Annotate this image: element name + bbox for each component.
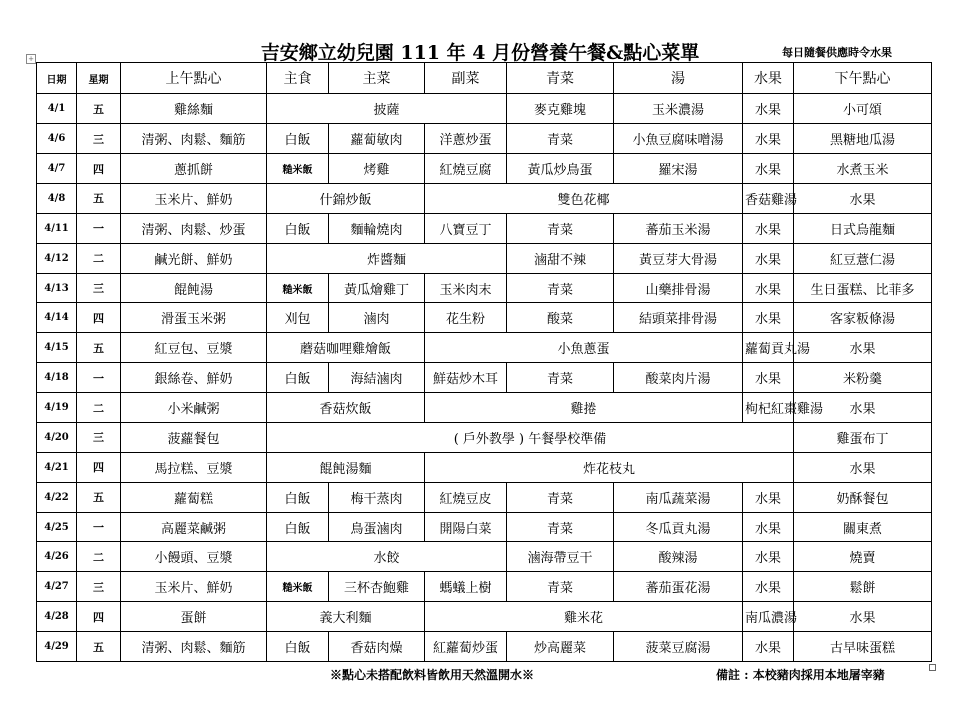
weekday-cell: 一 — [77, 363, 121, 393]
pm-snack-cell: 鬆餅 — [794, 572, 932, 602]
weekday-cell: 四 — [77, 602, 121, 632]
am-snack-cell: 清粥、肉鬆、炒蛋 — [121, 213, 267, 243]
header-staple: 主食 — [267, 63, 329, 94]
side-cell: 紅蘿蔔炒蛋 — [425, 632, 507, 662]
pm-snack-cell: 奶酥餐包 — [794, 482, 932, 512]
veg-cell: 青菜 — [507, 482, 614, 512]
soup-cell: 蕃茄蛋花湯 — [614, 572, 743, 602]
main-cell: 黃瓜燴雞丁 — [329, 273, 425, 303]
weekday-cell: 一 — [77, 213, 121, 243]
veg-cell: 滷甜不辣 — [507, 243, 614, 273]
lunch-notice-cell: ( 戶外教學 ) 午餐學校準備 — [267, 422, 794, 452]
menu-row — [37, 273, 932, 303]
combined-main-cell: 餛飩湯麵 — [267, 452, 425, 482]
side-cell: 螞蟻上樹 — [425, 572, 507, 602]
staple-cell: 糙米飯 — [267, 572, 329, 602]
pm-snack-cell: 客家粄條湯 — [794, 303, 932, 333]
staple-cell: 糙米飯 — [267, 154, 329, 184]
am-snack-cell: 清粥、肉鬆、麵筋 — [121, 632, 267, 662]
weekday-cell: 三 — [77, 572, 121, 602]
menu-title: 吉安鄉立幼兒園 111 年 4 月份營養午餐&點心菜單 — [260, 42, 700, 64]
menu-row — [37, 422, 932, 452]
menu-row — [37, 124, 932, 154]
date-cell: 4/26 — [37, 542, 77, 572]
soup-cell: 結頭菜排骨湯 — [614, 303, 743, 333]
date-cell: 4/27 — [37, 572, 77, 602]
date-cell: 4/11 — [37, 213, 77, 243]
menu-row — [37, 632, 932, 662]
date-cell: 4/12 — [37, 243, 77, 273]
pm-snack-cell: 古早味蛋糕 — [794, 632, 932, 662]
header-date: 日期 — [37, 63, 77, 94]
combined-main-cell: 披薩 — [267, 94, 507, 124]
weekday-cell: 一 — [77, 512, 121, 542]
header-fruit: 水果 — [743, 63, 794, 94]
weekday-cell: 三 — [77, 422, 121, 452]
date-cell: 4/14 — [37, 303, 77, 333]
table-resize-handle[interactable] — [929, 664, 936, 671]
pm-snack-cell: 水煮玉米 — [794, 154, 932, 184]
veg-cell: 青菜 — [507, 213, 614, 243]
header-soup: 湯 — [614, 63, 743, 94]
weekday-cell: 五 — [77, 482, 121, 512]
fruit-cell: 水果 — [743, 303, 794, 333]
weekday-cell: 四 — [77, 452, 121, 482]
menu-row — [37, 333, 932, 363]
combined-side-cell: 雙色花椰 — [425, 183, 743, 213]
am-snack-cell: 蔥抓餅 — [121, 154, 267, 184]
soup-cell: 玉米濃湯 — [614, 94, 743, 124]
soup-cell: 蘿蔔貢丸湯 — [743, 333, 794, 363]
fruit-cell: 水果 — [743, 213, 794, 243]
fruit-cell: 水果 — [794, 333, 932, 363]
staple-cell: 白飯 — [267, 213, 329, 243]
combined-side-cell: 炸花枝丸 — [425, 452, 794, 482]
menu-row — [37, 303, 932, 333]
combined-main-cell: 香菇炊飯 — [267, 393, 425, 423]
staple-cell: 白飯 — [267, 632, 329, 662]
pork-note: 備註 : 本校豬肉採用本地屠宰豬 — [716, 668, 885, 682]
fruit-cell: 水果 — [743, 632, 794, 662]
fruit-cell: 水果 — [743, 542, 794, 572]
weekday-cell: 二 — [77, 243, 121, 273]
am-snack-cell: 紅豆包、豆漿 — [121, 333, 267, 363]
veg-cell: 青菜 — [507, 512, 614, 542]
am-snack-cell: 滑蛋玉米粥 — [121, 303, 267, 333]
side-cell: 玉米肉末 — [425, 273, 507, 303]
combined-side-cell: 雞捲 — [425, 393, 743, 423]
soup-cell: 山藥排骨湯 — [614, 273, 743, 303]
fruit-cell: 水果 — [743, 124, 794, 154]
date-cell: 4/1 — [37, 94, 77, 124]
pm-snack-cell: 小可頌 — [794, 94, 932, 124]
veg-cell: 青菜 — [507, 363, 614, 393]
menu-row — [37, 363, 932, 393]
weekday-cell: 三 — [77, 124, 121, 154]
fruit-cell: 水果 — [743, 363, 794, 393]
soup-cell: 南瓜濃湯 — [743, 602, 794, 632]
staple-cell: 白飯 — [267, 363, 329, 393]
header-pm-snack: 下午點心 — [794, 63, 932, 94]
date-cell: 4/7 — [37, 154, 77, 184]
menu-row — [37, 393, 932, 423]
fruit-cell: 水果 — [743, 482, 794, 512]
veg-cell: 麥克雞塊 — [507, 94, 614, 124]
weekday-cell: 四 — [77, 154, 121, 184]
am-snack-cell: 菠蘿餐包 — [121, 422, 267, 452]
header-veg: 青菜 — [507, 63, 614, 94]
date-cell: 4/29 — [37, 632, 77, 662]
main-cell: 海結滷肉 — [329, 363, 425, 393]
am-snack-cell: 蘿蔔糕 — [121, 482, 267, 512]
veg-cell: 酸菜 — [507, 303, 614, 333]
am-snack-cell: 雞絲麵 — [121, 94, 267, 124]
header-side: 副菜 — [425, 63, 507, 94]
soup-cell: 蕃茄玉米湯 — [614, 213, 743, 243]
combined-side-cell: 小魚蔥蛋 — [425, 333, 743, 363]
veg-cell: 黃瓜炒鳥蛋 — [507, 154, 614, 184]
date-cell: 4/20 — [37, 422, 77, 452]
soup-cell: 酸菜肉片湯 — [614, 363, 743, 393]
staple-cell: 刈包 — [267, 303, 329, 333]
date-cell: 4/22 — [37, 482, 77, 512]
side-cell: 花生粉 — [425, 303, 507, 333]
pm-snack-cell: 黑糖地瓜湯 — [794, 124, 932, 154]
pm-snack-cell: 關東煮 — [794, 512, 932, 542]
veg-cell: 炒高麗菜 — [507, 632, 614, 662]
am-snack-cell: 餛飩湯 — [121, 273, 267, 303]
menu-row — [37, 482, 932, 512]
weekday-cell: 二 — [77, 393, 121, 423]
date-cell: 4/28 — [37, 602, 77, 632]
fruit-cell: 水果 — [794, 393, 932, 423]
soup-cell: 南瓜蔬菜湯 — [614, 482, 743, 512]
pm-snack-cell: 紅豆薏仁湯 — [794, 243, 932, 273]
header-am-snack: 上午點心 — [121, 63, 267, 94]
date-cell: 4/13 — [37, 273, 77, 303]
side-cell: 洋蔥炒蛋 — [425, 124, 507, 154]
side-cell: 八寶豆丁 — [425, 213, 507, 243]
side-cell: 鮮菇炒木耳 — [425, 363, 507, 393]
menu-row — [37, 154, 932, 184]
veg-cell: 滷海帶豆干 — [507, 542, 614, 572]
table-move-handle-icon[interactable]: + — [26, 54, 36, 64]
veg-cell: 青菜 — [507, 572, 614, 602]
date-cell: 4/25 — [37, 512, 77, 542]
main-cell: 鳥蛋滷肉 — [329, 512, 425, 542]
fruit-cell: 水果 — [743, 243, 794, 273]
fruit-cell: 水果 — [743, 94, 794, 124]
soup-cell: 黃豆芽大骨湯 — [614, 243, 743, 273]
menu-row — [37, 542, 932, 572]
menu-table — [36, 62, 932, 662]
combined-main-cell: 水餃 — [267, 542, 507, 572]
soup-cell: 冬瓜貢丸湯 — [614, 512, 743, 542]
menu-row — [37, 572, 932, 602]
menu-row — [37, 213, 932, 243]
date-cell: 4/15 — [37, 333, 77, 363]
side-cell: 紅燒豆皮 — [425, 482, 507, 512]
weekday-cell: 五 — [77, 333, 121, 363]
side-cell: 開陽白菜 — [425, 512, 507, 542]
weekday-cell: 三 — [77, 273, 121, 303]
date-cell: 4/19 — [37, 393, 77, 423]
soup-cell: 酸辣湯 — [614, 542, 743, 572]
soup-cell: 香菇雞湯 — [743, 183, 794, 213]
main-cell: 滷肉 — [329, 303, 425, 333]
combined-main-cell: 什錦炒飯 — [267, 183, 425, 213]
soup-cell: 菠菜豆腐湯 — [614, 632, 743, 662]
fruit-cell: 水果 — [743, 154, 794, 184]
weekday-cell: 五 — [77, 183, 121, 213]
header-weekday: 星期 — [77, 63, 121, 94]
menu-row — [37, 452, 932, 482]
soup-cell: 枸杞紅棗雞湯 — [743, 393, 794, 423]
am-snack-cell: 蛋餅 — [121, 602, 267, 632]
veg-cell: 青菜 — [507, 273, 614, 303]
soup-cell: 小魚豆腐味噌湯 — [614, 124, 743, 154]
main-cell: 烤雞 — [329, 154, 425, 184]
main-cell: 梅干蒸肉 — [329, 482, 425, 512]
fruit-cell: 水果 — [743, 273, 794, 303]
fruit-cell: 水果 — [743, 572, 794, 602]
am-snack-cell: 玉米片、鮮奶 — [121, 572, 267, 602]
am-snack-cell: 高麗菜鹹粥 — [121, 512, 267, 542]
weekday-cell: 四 — [77, 303, 121, 333]
date-cell: 4/18 — [37, 363, 77, 393]
main-cell: 三杯杏鮑雞 — [329, 572, 425, 602]
menu-row — [37, 602, 932, 632]
am-snack-cell: 小饅頭、豆漿 — [121, 542, 267, 572]
fruit-note: 每日隨餐供應時令水果 — [782, 46, 892, 59]
am-snack-cell: 鹹光餅、鮮奶 — [121, 243, 267, 273]
side-cell: 紅燒豆腐 — [425, 154, 507, 184]
fruit-cell: 水果 — [743, 512, 794, 542]
combined-main-cell: 炸醬麵 — [267, 243, 507, 273]
date-cell: 4/21 — [37, 452, 77, 482]
am-snack-cell: 玉米片、鮮奶 — [121, 183, 267, 213]
combined-main-cell: 義大利麵 — [267, 602, 425, 632]
weekday-cell: 五 — [77, 94, 121, 124]
am-snack-cell: 馬拉糕、豆漿 — [121, 452, 267, 482]
pm-snack-cell: 生日蛋糕、比菲多 — [794, 273, 932, 303]
pm-snack-cell: 日式烏龍麵 — [794, 213, 932, 243]
header-main: 主菜 — [329, 63, 425, 94]
menu-row — [37, 243, 932, 273]
staple-cell: 白飯 — [267, 512, 329, 542]
am-snack-cell: 清粥、肉鬆、麵筋 — [121, 124, 267, 154]
soup-cell: 羅宋湯 — [614, 154, 743, 184]
pm-snack-cell: 雞蛋布丁 — [794, 422, 932, 452]
combined-main-cell: 蘑菇咖哩雞燴飯 — [267, 333, 425, 363]
fruit-cell: 水果 — [794, 452, 932, 482]
veg-cell: 青菜 — [507, 124, 614, 154]
weekday-cell: 五 — [77, 632, 121, 662]
main-cell: 香菇肉燥 — [329, 632, 425, 662]
weekday-cell: 二 — [77, 542, 121, 572]
menu-row — [37, 94, 932, 124]
am-snack-cell: 銀絲卷、鮮奶 — [121, 363, 267, 393]
fruit-cell: 水果 — [794, 602, 932, 632]
staple-cell: 糙米飯 — [267, 273, 329, 303]
staple-cell: 白飯 — [267, 124, 329, 154]
fruit-cell: 水果 — [794, 183, 932, 213]
menu-row — [37, 512, 932, 542]
pm-snack-cell: 米粉羹 — [794, 363, 932, 393]
header-row — [37, 63, 932, 94]
staple-cell: 白飯 — [267, 482, 329, 512]
combined-side-cell: 雞米花 — [425, 602, 743, 632]
drink-note: ※點心未搭配飲料皆飲用天然溫開水※ — [330, 668, 535, 682]
date-cell: 4/8 — [37, 183, 77, 213]
am-snack-cell: 小米鹹粥 — [121, 393, 267, 423]
menu-row — [37, 183, 932, 213]
date-cell: 4/6 — [37, 124, 77, 154]
main-cell: 蘿蔔敏肉 — [329, 124, 425, 154]
pm-snack-cell: 燒賣 — [794, 542, 932, 572]
main-cell: 麵輪燒肉 — [329, 213, 425, 243]
